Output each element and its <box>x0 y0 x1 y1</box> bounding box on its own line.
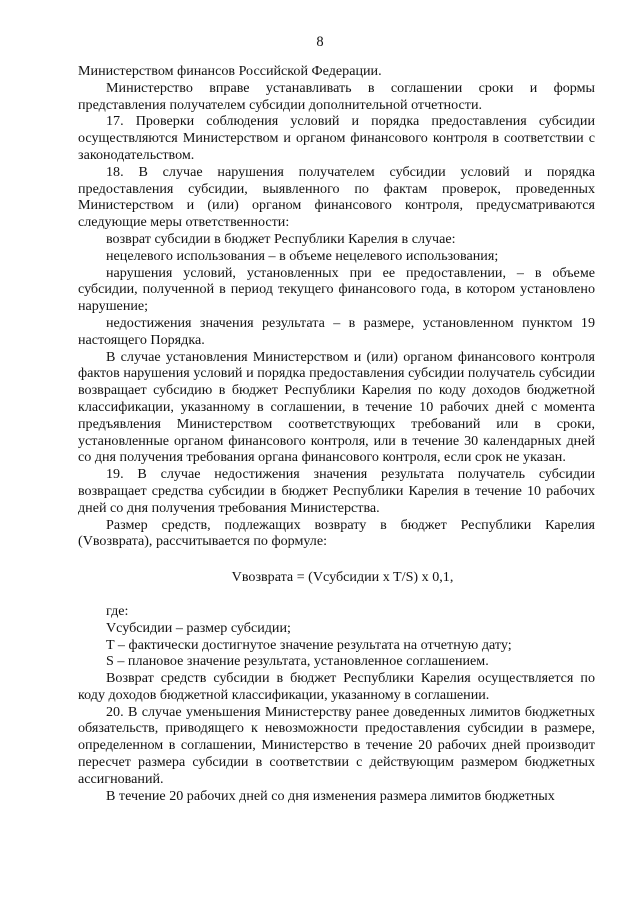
paragraph-where: где: <box>106 602 129 619</box>
paragraph-18-return: возврат субсидии в бюджет Республики Карелия в случае: <box>106 230 456 247</box>
definition-s: S – плановое значение результата, установленное соглашением. <box>106 653 489 670</box>
paragraph-continuation: Министерством финансов Российской Федерации. <box>78 63 382 79</box>
page-number: 8 <box>316 34 324 50</box>
paragraph-19-amount: Размер средств, подлежащих возврату в бюджет Республики Карелия (Vвозврата), рассчитывается по формуле: <box>78 516 595 550</box>
paragraph-18-result: недостижения значения результата – в размере, установленном пунктом 19 настоящего Порядка. <box>78 314 595 348</box>
definition-t: T – фактически достигнутое значение результата на отчетную дату; <box>106 636 512 653</box>
definition-subsidy: Vсубсидии – размер субсидии; <box>106 619 291 636</box>
paragraph-18-violation: нарушения условий, установленных при ее предоставлении, – в объеме субсидии, полученной в период текущего финансового года, в котором установлено нарушение; <box>78 264 595 315</box>
paragraph-18: 18. В случае нарушения получателем субсидии условий и порядка предоставления субсидии, выявленного по фактам проверок, проведенных Министерством и (или) органом финансового контроля, предусматриваются следующие меры ответственности: <box>78 163 595 231</box>
paragraph-19: 19. В случае недостижения значения результата получатель субсидии возвращает средства субсидии в бюджет Республики Карелия в течение 10 рабочих дней со дня получения требования Министерства. <box>78 466 595 516</box>
paragraph-reporting: Министерство вправе устанавливать в соглашении сроки и формы представления получателем субсидии дополнительной отчетности. <box>78 79 595 113</box>
paragraph-20-continued: В течение 20 рабочих дней со дня изменения размера лимитов бюджетных <box>106 787 555 804</box>
document-body <box>78 63 595 804</box>
paragraph-18-misuse: нецелевого использования – в объеме нецелевого использования; <box>106 247 499 264</box>
paragraph-20: 20. В случае уменьшения Министерству ранее доведенных лимитов бюджетных обязательств, приводящего к невозможности предоставления субсидии в размере, определенном в соглашении, Министерство в течение 20 рабочих дней производит пересчет размера субсидии в соответствии с действующим размером бюджетных ассигнований. <box>78 703 595 787</box>
paragraph-19-return-code: Возврат средств субсидии в бюджет Республики Карелия осуществляется по коду доходов бюджетной классификации, указанному в соглашении. <box>78 670 595 703</box>
formula: Vвозврата = (Vсубсидии x T/S) x 0,1, <box>231 569 454 586</box>
paragraph-17: 17. Проверки соблюдения условий и порядка предоставления субсидии осуществляются Министерством и органом финансового контроля в соответствии с законодательством. <box>78 113 595 163</box>
paragraph-18-procedure: В случае установления Министерством и (или) органом финансового контроля фактов нарушения условий и порядка предоставления субсидии получатель субсидии возвращает субсидию в бюджет Республики Карелия по коду доходов бюджетной классификации, указанному в соглашении, в течение 10 рабочих дней с момента предъявления Министерством соответствующих требований или в сроки, установленные органом финансового контроля, или в течение 30 календарных дней со дня получения требования органа финансового контроля, если срок не указан. <box>78 348 595 466</box>
